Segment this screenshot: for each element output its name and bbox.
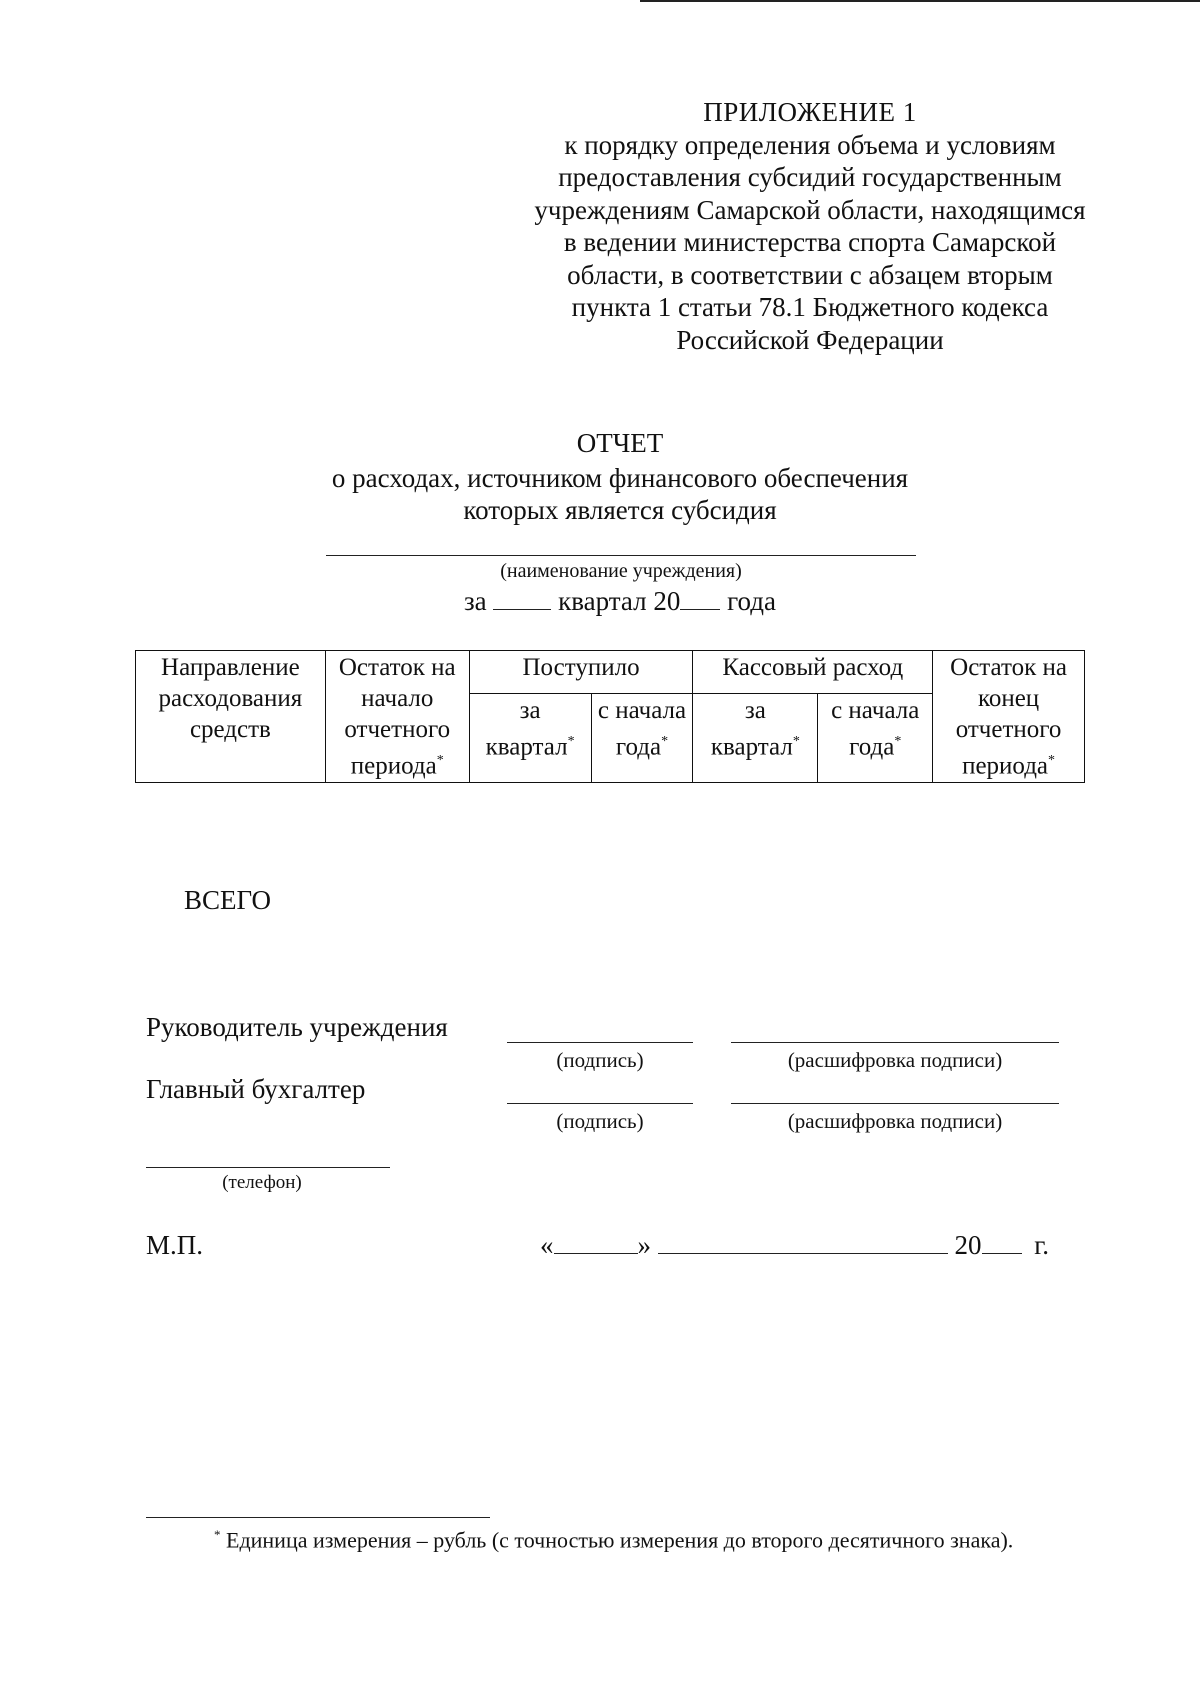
appendix-line: в ведении министерства спорта Самарской — [563, 227, 1057, 257]
report-table — [135, 650, 1085, 783]
date-field — [540, 1230, 1049, 1261]
asterisk-mark: * — [436, 753, 444, 768]
chief-accountant-label: Главный бухгалтер — [146, 1074, 366, 1104]
report-subtitle-line: которых является субсидия — [463, 495, 777, 525]
expense-year-label: с начала года — [831, 697, 920, 761]
header-expense-quarter — [693, 694, 818, 783]
month-blank-field[interactable] — [658, 1231, 948, 1254]
accountant-signature-field[interactable] — [507, 1103, 693, 1104]
asterisk-mark: * — [894, 734, 902, 750]
appendix-line: пункта 1 статьи 78.1 Бюджетного кодекса — [571, 292, 1049, 322]
date-open-quote: « — [540, 1230, 554, 1260]
header-balance-end-label: Остаток на конец отчетного периода — [950, 654, 1067, 780]
stamp-label: М.П. — [146, 1230, 204, 1260]
report-subtitle — [250, 462, 990, 526]
date-year-suffix: г. — [1034, 1230, 1050, 1260]
period-prefix: за — [464, 586, 487, 616]
quarter-blank-field[interactable] — [493, 587, 551, 610]
institution-name-field[interactable] — [326, 555, 916, 556]
accountant-signature-decode-field[interactable] — [731, 1103, 1059, 1104]
top-border-line — [640, 0, 1200, 2]
head-decode-caption: (расшифровка подписи) — [787, 1048, 1003, 1072]
received-quarter-label: за квартал — [485, 697, 568, 761]
head-signature-decode-field[interactable] — [731, 1042, 1059, 1043]
appendix-line: учреждениям Самарской области, находящимся — [534, 194, 1086, 225]
accountant-decode-caption: (расшифровка подписи) — [787, 1109, 1003, 1133]
appendix-line: области, в соответствии с абзацем вторым — [567, 259, 1053, 290]
header-balance-end — [933, 651, 1085, 783]
day-blank-field[interactable] — [554, 1231, 638, 1254]
total-label: ВСЕГО — [184, 885, 271, 915]
asterisk-mark: * — [567, 734, 575, 750]
header-expense-year — [818, 694, 933, 783]
header-balance-start-label: Остаток на начало отчетного периода — [338, 654, 456, 780]
report-title: ОТЧЕТ — [576, 428, 664, 458]
header-expense-direction: Направление расходования средств — [136, 651, 326, 783]
appendix-line: Российской Федерации — [676, 324, 944, 355]
header-cash-expense: Кассовый расход — [693, 651, 933, 694]
received-year-label: с начала года — [597, 697, 687, 761]
report-subtitle-line: о расходах, источником финансового обеспечения — [331, 463, 909, 493]
appendix-line: предоставления субсидий государственным — [558, 162, 1062, 192]
footnote-text: Единица измерения – рубль (с точностью измерения до второго десятичного знака). — [220, 1527, 1014, 1553]
date-year-prefix: 20 — [954, 1230, 982, 1260]
header-received-quarter — [469, 694, 591, 783]
appendix-line: к порядку определения объема и условиям — [564, 129, 1056, 160]
appendix-title: ПРИЛОЖЕНИЕ 1 — [703, 97, 917, 127]
date-year-blank-field[interactable] — [982, 1231, 1022, 1254]
footnote-mark: * — [214, 1527, 221, 1542]
asterisk-mark: * — [1048, 753, 1056, 768]
expense-quarter-label: за квартал — [710, 697, 793, 761]
report-period — [0, 586, 1200, 617]
period-quarter: квартал 20 — [558, 586, 681, 616]
phone-caption: (телефон) — [222, 1172, 302, 1193]
header-received-year — [591, 694, 693, 783]
footnote-rule — [146, 1517, 490, 1518]
appendix-header — [500, 96, 1120, 356]
head-of-institution-label: Руководитель учреждения — [146, 1012, 448, 1042]
year-blank-field[interactable] — [680, 587, 720, 610]
period-suffix: года — [727, 586, 776, 616]
header-received: Поступило — [469, 651, 693, 694]
asterisk-mark: * — [661, 734, 669, 750]
footnote — [146, 1520, 1094, 1555]
head-signature-field[interactable] — [507, 1042, 693, 1043]
phone-field[interactable] — [146, 1167, 390, 1168]
institution-name-caption: (наименование учреждения) — [500, 560, 742, 582]
asterisk-mark: * — [792, 734, 800, 750]
head-signature-caption: (подпись) — [556, 1048, 644, 1072]
header-balance-start — [325, 651, 469, 783]
accountant-signature-caption: (подпись) — [556, 1109, 644, 1133]
date-close-quote: » — [637, 1230, 651, 1260]
